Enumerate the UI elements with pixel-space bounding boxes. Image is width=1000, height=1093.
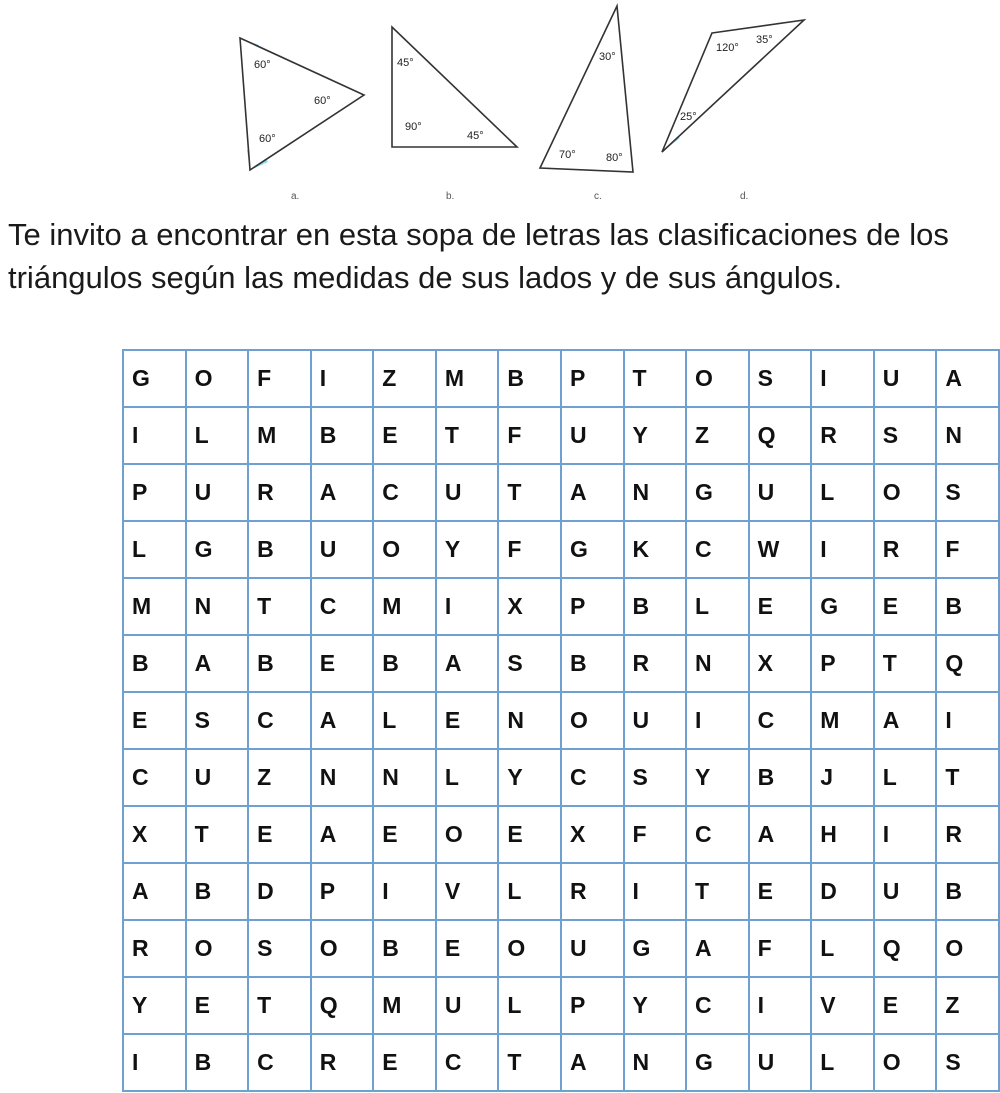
grid-cell[interactable]: F [498, 407, 561, 464]
grid-cell[interactable]: O [373, 521, 436, 578]
grid-row [123, 1034, 999, 1091]
grid-cell[interactable]: P [123, 464, 186, 521]
triangle-c-angle-2: 70° [559, 149, 576, 161]
grid-cell[interactable]: M [436, 350, 499, 407]
grid-cell[interactable]: M [373, 578, 436, 635]
triangle-b-label: b. [446, 191, 455, 202]
grid-cell[interactable]: C [561, 749, 624, 806]
grid-cell[interactable]: B [123, 635, 186, 692]
grid-cell[interactable]: R [624, 635, 687, 692]
triangle-a-angle-1: 60° [254, 59, 271, 71]
grid-cell[interactable]: N [373, 749, 436, 806]
grid-cell[interactable]: A [874, 692, 937, 749]
grid-cell[interactable]: L [498, 977, 561, 1034]
grid-cell[interactable]: M [373, 977, 436, 1034]
grid-cell[interactable]: A [186, 635, 249, 692]
grid-cell[interactable]: L [811, 464, 874, 521]
grid-cell[interactable]: F [936, 521, 999, 578]
grid-cell[interactable]: A [936, 350, 999, 407]
grid-cell[interactable]: X [749, 635, 812, 692]
grid-cell[interactable]: X [561, 806, 624, 863]
grid-cell[interactable]: U [874, 863, 937, 920]
grid-cell[interactable]: N [936, 407, 999, 464]
grid-cell[interactable]: N [498, 692, 561, 749]
grid-cell[interactable]: Y [436, 521, 499, 578]
grid-cell[interactable]: S [186, 692, 249, 749]
grid-cell[interactable]: K [624, 521, 687, 578]
triangle-c-label: c. [594, 191, 602, 202]
grid-cell[interactable]: I [123, 1034, 186, 1091]
grid-cell[interactable]: F [749, 920, 812, 977]
grid-cell[interactable]: S [624, 749, 687, 806]
grid-cell[interactable]: L [123, 521, 186, 578]
grid-cell[interactable]: U [874, 350, 937, 407]
grid-cell[interactable]: F [624, 806, 687, 863]
grid-row [123, 806, 999, 863]
grid-row [123, 692, 999, 749]
grid-cell[interactable]: O [186, 350, 249, 407]
triangle-d-angle-3: 25° [680, 111, 697, 123]
grid-cell[interactable]: R [874, 521, 937, 578]
triangle-d-angle-2: 35° [756, 34, 773, 46]
grid-cell[interactable]: D [811, 863, 874, 920]
grid-cell[interactable]: N [186, 578, 249, 635]
grid-cell[interactable]: S [936, 1034, 999, 1091]
grid-row [123, 521, 999, 578]
grid-cell[interactable]: C [686, 977, 749, 1034]
grid-cell[interactable]: B [561, 635, 624, 692]
grid-cell[interactable]: C [686, 521, 749, 578]
triangle-a-angle-2: 60° [314, 95, 331, 107]
grid-cell[interactable]: P [561, 578, 624, 635]
grid-cell[interactable]: T [498, 1034, 561, 1091]
grid-cell[interactable]: C [248, 1034, 311, 1091]
triangle-d-label: d. [740, 191, 749, 202]
grid-cell[interactable]: U [561, 920, 624, 977]
grid-cell[interactable]: Z [373, 350, 436, 407]
grid-cell[interactable]: E [311, 635, 374, 692]
grid-cell[interactable]: C [248, 692, 311, 749]
grid-cell[interactable]: T [936, 749, 999, 806]
grid-cell[interactable]: Z [248, 749, 311, 806]
grid-cell[interactable]: O [498, 920, 561, 977]
grid-cell[interactable]: G [811, 578, 874, 635]
grid-cell[interactable]: T [498, 464, 561, 521]
grid-cell[interactable]: W [749, 521, 812, 578]
grid-cell[interactable]: N [311, 749, 374, 806]
grid-cell[interactable]: U [749, 1034, 812, 1091]
grid-cell[interactable]: P [311, 863, 374, 920]
triangle-a-label: a. [291, 191, 300, 202]
grid-cell[interactable]: T [874, 635, 937, 692]
grid-cell[interactable]: U [749, 464, 812, 521]
grid-cell[interactable]: G [186, 521, 249, 578]
grid-cell[interactable]: V [436, 863, 499, 920]
grid-cell[interactable]: O [936, 920, 999, 977]
grid-cell[interactable]: I [311, 350, 374, 407]
grid-cell[interactable]: Y [624, 407, 687, 464]
grid-cell[interactable]: Y [498, 749, 561, 806]
grid-cell[interactable]: I [936, 692, 999, 749]
triangle-a-angle-3: 60° [259, 133, 276, 145]
grid-cell[interactable]: F [498, 521, 561, 578]
grid-cell[interactable]: T [248, 977, 311, 1034]
grid-cell[interactable]: X [498, 578, 561, 635]
triangle-c-angle-3: 80° [606, 152, 623, 164]
grid-cell[interactable]: L [436, 749, 499, 806]
grid-cell[interactable]: H [811, 806, 874, 863]
grid-cell[interactable]: S [498, 635, 561, 692]
triangle-b-angle-3: 45° [467, 130, 484, 142]
word-search-rows [123, 350, 999, 1091]
grid-cell[interactable]: S [749, 350, 812, 407]
grid-cell[interactable]: E [373, 806, 436, 863]
grid-cell[interactable]: Y [624, 977, 687, 1034]
grid-cell[interactable]: I [811, 350, 874, 407]
grid-cell[interactable]: E [498, 806, 561, 863]
triangle-a [240, 38, 364, 202]
grid-cell[interactable]: G [686, 1034, 749, 1091]
grid-cell[interactable]: Y [686, 749, 749, 806]
grid-cell[interactable]: I [624, 863, 687, 920]
grid-cell[interactable]: U [311, 521, 374, 578]
grid-cell[interactable]: A [749, 806, 812, 863]
grid-row [123, 350, 999, 407]
grid-cell[interactable]: M [811, 692, 874, 749]
grid-row [123, 863, 999, 920]
grid-cell[interactable]: B [936, 578, 999, 635]
grid-cell[interactable]: I [436, 578, 499, 635]
grid-cell[interactable]: I [749, 977, 812, 1034]
grid-cell[interactable]: U [624, 692, 687, 749]
grid-cell[interactable]: L [498, 863, 561, 920]
grid-cell[interactable]: O [311, 920, 374, 977]
grid-cell[interactable]: Q [874, 920, 937, 977]
grid-cell[interactable]: O [874, 1034, 937, 1091]
grid-row [123, 464, 999, 521]
grid-cell[interactable]: Z [686, 407, 749, 464]
grid-cell[interactable]: M [248, 407, 311, 464]
triangle-d-angle-1: 120° [716, 42, 739, 54]
grid-cell[interactable]: P [561, 350, 624, 407]
grid-cell[interactable]: S [936, 464, 999, 521]
grid-cell[interactable]: E [248, 806, 311, 863]
grid-cell[interactable]: C [686, 806, 749, 863]
triangle-b-angle-2: 90° [405, 121, 422, 133]
triangle-c-angle-1: 30° [599, 51, 616, 63]
grid-cell[interactable]: E [749, 578, 812, 635]
grid-row [123, 749, 999, 806]
grid-cell[interactable]: G [123, 350, 186, 407]
grid-cell[interactable]: N [624, 464, 687, 521]
grid-cell[interactable]: E [874, 578, 937, 635]
grid-cell[interactable]: L [373, 692, 436, 749]
grid-cell[interactable]: C [123, 749, 186, 806]
grid-cell[interactable]: F [248, 350, 311, 407]
grid-cell[interactable]: S [248, 920, 311, 977]
grid-cell[interactable]: O [874, 464, 937, 521]
grid-cell[interactable]: A [311, 464, 374, 521]
grid-cell[interactable]: R [936, 806, 999, 863]
grid-cell[interactable]: C [436, 1034, 499, 1091]
grid-cell[interactable]: B [373, 920, 436, 977]
grid-cell[interactable]: C [373, 464, 436, 521]
grid-cell[interactable]: G [561, 521, 624, 578]
grid-cell[interactable]: P [561, 977, 624, 1034]
grid-cell[interactable]: Q [749, 407, 812, 464]
grid-cell[interactable]: Q [311, 977, 374, 1034]
grid-cell[interactable]: R [123, 920, 186, 977]
grid-cell[interactable]: L [186, 407, 249, 464]
grid-cell[interactable]: E [436, 920, 499, 977]
grid-cell[interactable]: N [686, 635, 749, 692]
grid-row [123, 977, 999, 1034]
grid-cell[interactable]: E [186, 977, 249, 1034]
grid-cell[interactable]: A [311, 692, 374, 749]
grid-cell[interactable]: J [811, 749, 874, 806]
grid-cell[interactable]: I [686, 692, 749, 749]
grid-cell[interactable]: Z [936, 977, 999, 1034]
grid-cell[interactable]: U [561, 407, 624, 464]
grid-cell[interactable]: I [123, 407, 186, 464]
grid-cell[interactable]: C [311, 578, 374, 635]
grid-cell[interactable]: E [373, 1034, 436, 1091]
triangles-figure [0, 0, 1000, 210]
grid-cell[interactable]: T [686, 863, 749, 920]
grid-cell[interactable]: O [436, 806, 499, 863]
grid-cell[interactable]: Y [123, 977, 186, 1034]
triangle-d [662, 20, 804, 202]
grid-cell[interactable]: X [123, 806, 186, 863]
grid-cell[interactable]: L [874, 749, 937, 806]
grid-cell[interactable]: N [624, 1034, 687, 1091]
grid-cell[interactable]: L [686, 578, 749, 635]
grid-cell[interactable]: D [248, 863, 311, 920]
grid-cell[interactable]: B [936, 863, 999, 920]
grid-cell[interactable]: E [749, 863, 812, 920]
grid-cell[interactable]: T [436, 407, 499, 464]
grid-cell[interactable]: B [624, 578, 687, 635]
grid-cell[interactable]: T [624, 350, 687, 407]
grid-cell[interactable]: R [248, 464, 311, 521]
grid-cell[interactable]: U [186, 749, 249, 806]
grid-cell[interactable]: E [874, 977, 937, 1034]
grid-cell[interactable]: A [436, 635, 499, 692]
grid-cell[interactable]: V [811, 977, 874, 1034]
grid-cell[interactable]: E [436, 692, 499, 749]
grid-cell[interactable]: I [811, 521, 874, 578]
instructions-text: Te invito a encontrar en esta sopa de letras las clasificaciones de los triángulos según las medidas de sus lados y de sus ángulos. [8, 217, 949, 295]
grid-row [123, 920, 999, 977]
grid-cell[interactable]: I [373, 863, 436, 920]
grid-cell[interactable]: E [373, 407, 436, 464]
grid-cell[interactable]: A [311, 806, 374, 863]
grid-cell[interactable]: L [811, 920, 874, 977]
grid-cell[interactable]: A [123, 863, 186, 920]
grid-cell[interactable]: B [248, 521, 311, 578]
grid-row [123, 578, 999, 635]
grid-cell[interactable]: A [561, 464, 624, 521]
grid-row [123, 407, 999, 464]
grid-cell[interactable]: R [811, 407, 874, 464]
grid-cell[interactable]: O [686, 350, 749, 407]
grid-cell[interactable]: G [686, 464, 749, 521]
grid-cell[interactable]: P [811, 635, 874, 692]
grid-cell[interactable]: I [874, 806, 937, 863]
triangle-c [540, 6, 633, 202]
grid-cell[interactable]: E [123, 692, 186, 749]
grid-cell[interactable]: B [186, 1034, 249, 1091]
grid-cell[interactable]: B [498, 350, 561, 407]
word-search-grid [122, 349, 1000, 1092]
grid-cell[interactable]: R [311, 1034, 374, 1091]
grid-cell[interactable]: A [686, 920, 749, 977]
grid-cell[interactable]: B [311, 407, 374, 464]
grid-cell[interactable]: G [624, 920, 687, 977]
grid-row [123, 635, 999, 692]
grid-cell[interactable]: B [373, 635, 436, 692]
grid-cell[interactable]: B [186, 863, 249, 920]
grid-cell[interactable]: T [186, 806, 249, 863]
grid-cell[interactable]: O [561, 692, 624, 749]
grid-cell[interactable]: S [874, 407, 937, 464]
triangle-b [392, 27, 517, 202]
grid-cell[interactable]: U [186, 464, 249, 521]
grid-cell[interactable]: A [561, 1034, 624, 1091]
grid-cell[interactable]: U [436, 977, 499, 1034]
grid-cell[interactable]: R [561, 863, 624, 920]
grid-cell[interactable]: B [248, 635, 311, 692]
grid-cell[interactable]: B [749, 749, 812, 806]
triangle-b-angle-1: 45° [397, 57, 414, 69]
grid-cell[interactable]: C [749, 692, 812, 749]
grid-cell[interactable]: U [436, 464, 499, 521]
grid-cell[interactable]: O [186, 920, 249, 977]
grid-cell[interactable]: T [248, 578, 311, 635]
grid-cell[interactable]: Q [936, 635, 999, 692]
grid-cell[interactable]: L [811, 1034, 874, 1091]
grid-cell[interactable]: M [123, 578, 186, 635]
